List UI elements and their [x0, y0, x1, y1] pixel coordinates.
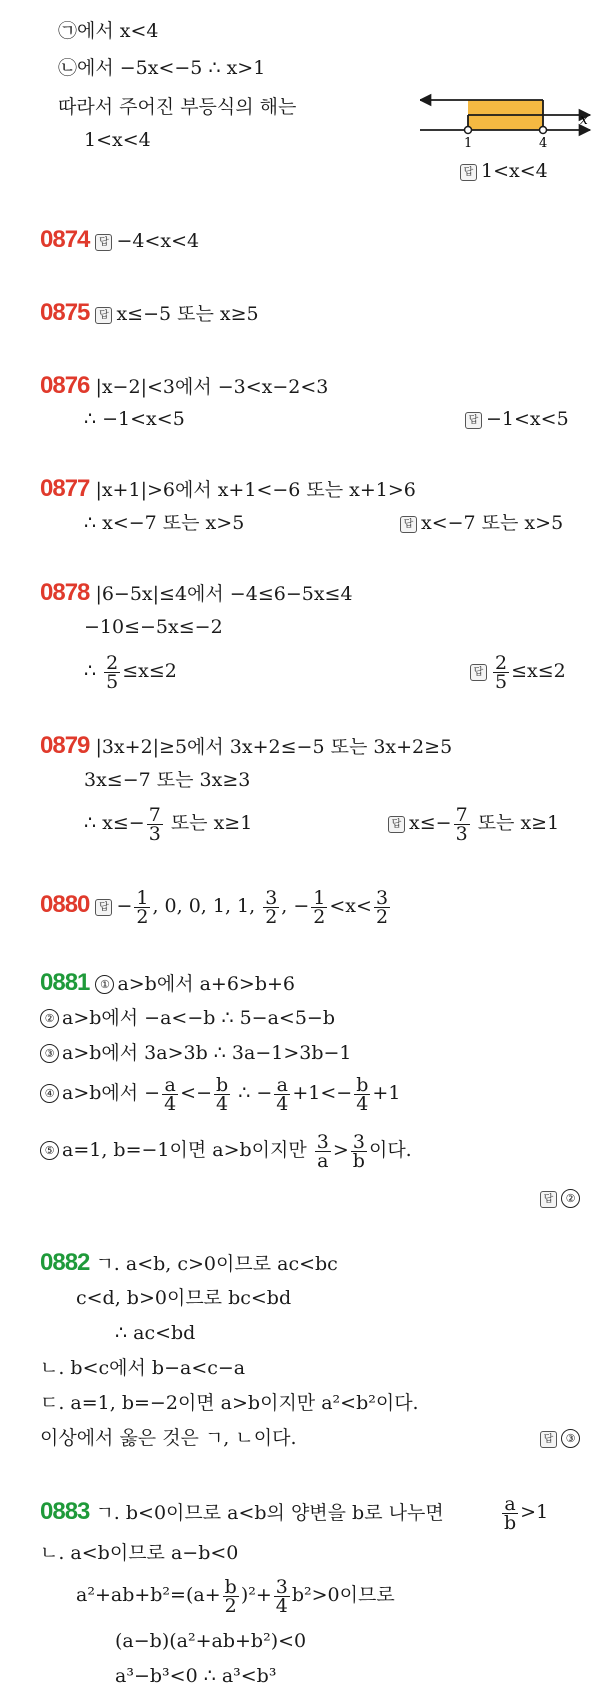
problem-0879-line2: 3x≤−7 또는 3x≥3 [84, 769, 251, 791]
problem-0876-answer: 답 −1<x<5 [465, 406, 569, 432]
line-4: 1<x<4 [84, 129, 151, 151]
problem-0882-line5: ㄷ. a=1, b=−2이면 a>b이지만 a²<b²이다. [40, 1392, 419, 1414]
problem-0877: 0877 |x+1|>6에서 x+1<−6 또는 x+1>6 [40, 475, 416, 502]
problem-0874: 0874 답 −4<x<4 [40, 226, 200, 253]
problem-0875: 0875 답 x≤−5 또는 x≥5 [40, 299, 259, 326]
problem-0883-line5: a³−b³<0 ∴ a³<b³ [115, 1665, 277, 1687]
problem-number: 0875 [40, 299, 90, 326]
problem-0881-item2: ② a>b에서 −a<−b ∴ 5−a<5−b [40, 1005, 335, 1031]
problem-0881-item4: ④ a>b에서 − $\frac{a}{4}$ <− $\frac{b}{4}$ ∴ − $\frac{a}{4}$ +1<− $\frac{b}{4}$ +1 [40, 1073, 400, 1113]
problem-number: 0878 [40, 579, 90, 606]
problem-0883-line1-result: $\frac{a}{b}$ >1 [504, 1492, 549, 1534]
problem-number: 0879 [40, 732, 90, 759]
problem-0878-answer: 답 $\frac{2}{5}$ ≤x≤2 [470, 651, 566, 691]
line-2: ㉡에서 −5x<−5 ∴ x>1 [58, 57, 266, 79]
tick-label-4: 4 [539, 136, 548, 150]
problem-0879-answer: 답 x≤− $\frac{7}{3}$ 또는 x≥1 [388, 803, 559, 843]
answer-intro: 답 1<x<4 [460, 158, 548, 184]
open-point-1 [465, 127, 472, 134]
problem-0883-line3: a²+ab+b²=(a+ $\frac{b}{2}$ )²+ $\frac{3}{4}$ b²>0이므로 [76, 1575, 395, 1617]
problem-0880: 0880 답 − $\frac{1}{2}$ , 0, 0, 1, 1, $\frac{3}{2}$ , − $\frac{1}{2}$ <x< $\frac{3}{2}$ [40, 886, 389, 928]
problem-0883-line4: (a−b)(a²+ab+b²)<0 [115, 1630, 307, 1652]
number-line [420, 85, 595, 150]
problem-0881-answer: 답 ② [540, 1185, 583, 1211]
problem-0882-line6: 이상에서 옳은 것은 ㄱ, ㄴ이다. [40, 1427, 297, 1449]
open-point-4 [540, 127, 547, 134]
answer-mark: 답 [460, 164, 477, 181]
problem-0876-line2: ∴ −1<x<5 [84, 408, 185, 430]
problem-number: 0880 [40, 891, 90, 918]
problem-0882-line3: ∴ ac<bd [115, 1322, 196, 1344]
tick-label-1: 1 [464, 136, 473, 150]
axis-label: x [580, 112, 588, 128]
problem-0878-line3: ∴ $\frac{2}{5}$ ≤x≤2 [84, 651, 177, 693]
line-3: 따라서 주어진 부등식의 해는 [58, 96, 297, 118]
problem-0883: 0883 ㄱ. b<0이므로 a<b의 양변을 b로 나누면 [40, 1498, 444, 1525]
problem-number: 0876 [40, 372, 90, 399]
problem-number: 0874 [40, 226, 90, 253]
problem-number: 0882 [40, 1249, 90, 1276]
problem-number: 0881 [40, 969, 90, 996]
problem-0878: 0878 |6−5x|≤4에서 −4≤6−5x≤4 [40, 579, 353, 606]
problem-0879-line3: ∴ x≤− $\frac{7}{3}$ 또는 x≥1 [84, 803, 253, 845]
answer-mark: 답 [95, 234, 112, 251]
problem-0881-item5: ⑤ a=1, b=−1이면 a>b이지만 $\frac{3}{a}$ > $\frac{3}{b}$ 이다. [40, 1130, 412, 1170]
problem-0881: 0881 ① a>b에서 a+6>b+6 [40, 969, 296, 996]
problem-0882-line2: c<d, b>0이므로 bc<bd [76, 1287, 292, 1309]
problem-0878-line2: −10≤−5x≤−2 [84, 616, 223, 638]
answer-mark: 답 [95, 307, 112, 324]
problem-0879: 0879 |3x+2|≥5에서 3x+2≤−5 또는 3x+2≥5 [40, 732, 453, 759]
problem-0882-line4: ㄴ. b<c에서 b−a<c−a [40, 1357, 246, 1379]
line-1: ㉠에서 x<4 [58, 20, 159, 42]
problem-number: 0877 [40, 475, 90, 502]
problem-0883-line2: ㄴ. a<b이므로 a−b<0 [40, 1542, 239, 1564]
problem-0882: 0882 ㄱ. a<b, c>0이므로 ac<bc [40, 1249, 338, 1276]
problem-0877-line2: ∴ x<−7 또는 x>5 [84, 512, 245, 534]
problem-0876: 0876 |x−2|<3에서 −3<x−2<3 [40, 372, 329, 399]
problem-0877-answer: 답 x<−7 또는 x>5 [400, 510, 563, 536]
problem-number: 0883 [40, 1498, 90, 1525]
problem-0881-item3: ③ a>b에서 3a>3b ∴ 3a−1>3b−1 [40, 1040, 352, 1066]
problem-0882-answer: 답 ③ [540, 1425, 583, 1451]
